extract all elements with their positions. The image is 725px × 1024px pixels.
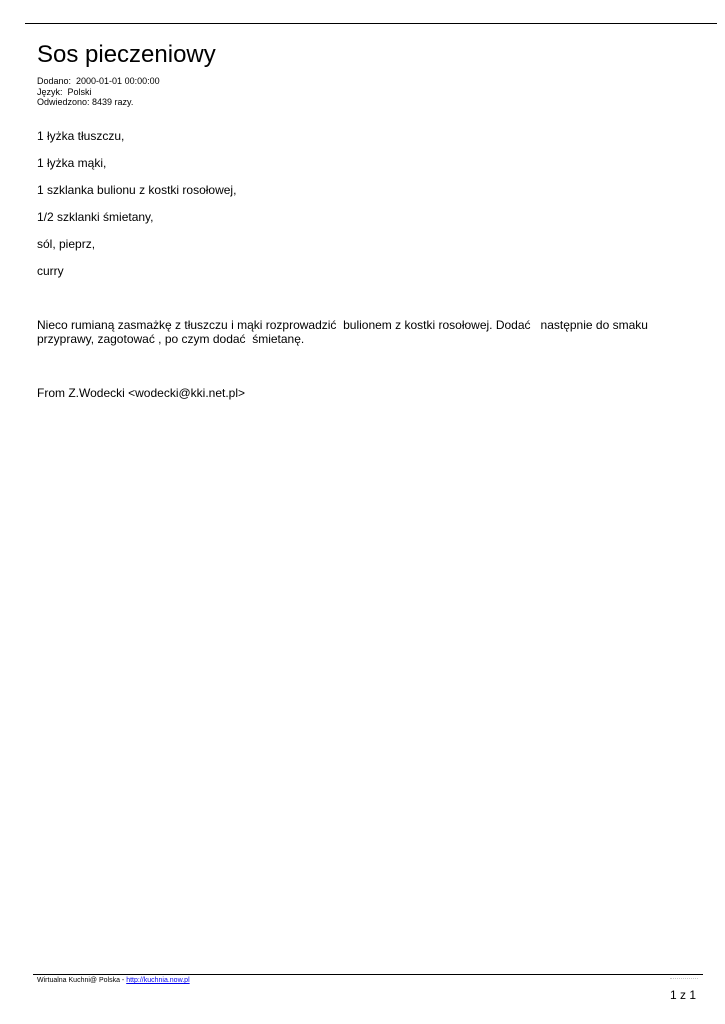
author-line: From Z.Wodecki <wodecki@kki.net.pl> — [37, 386, 246, 400]
page-number: 1 z 1 — [669, 988, 696, 1002]
added-date: Dodano: 2000-01-01 00:00:00 — [37, 76, 160, 86]
footer-site-name: Wirtualna Kuchni@ Polska - — [37, 977, 127, 984]
ingredient-item: 1 szklanka bulionu z kostki rosołowej, — [37, 183, 237, 197]
header-rule — [25, 23, 717, 24]
ingredient-item: 1 łyżka mąki, — [37, 156, 107, 170]
page-title: Sos pieczeniowy — [37, 41, 216, 68]
ingredient-item: 1/2 szklanki śmietany, — [37, 210, 154, 224]
ingredient-item: curry — [37, 264, 64, 278]
recipe-meta — [37, 76, 160, 108]
footer-site — [37, 976, 190, 985]
ingredient-item: 1 łyżka tłuszczu, — [37, 129, 125, 143]
language: Język: Polski — [37, 86, 92, 97]
footer-site-link[interactable]: http://kuchnia.now.pl — [126, 977, 190, 984]
footer-rule — [33, 974, 703, 975]
ingredient-item: sól, pieprz, — [37, 237, 96, 251]
instructions-paragraph: Nieco rumianą zasmażkę z tłuszczu i mąki rozprowadzić bulionem z kostki rosołowej. Dodać następnie do smaku przyprawy, zagotować , po czym dodać śmietanę. — [37, 318, 652, 346]
footer-mark — [670, 978, 698, 979]
visit-count: Odwiedzono: 8439 razy. — [37, 97, 134, 107]
